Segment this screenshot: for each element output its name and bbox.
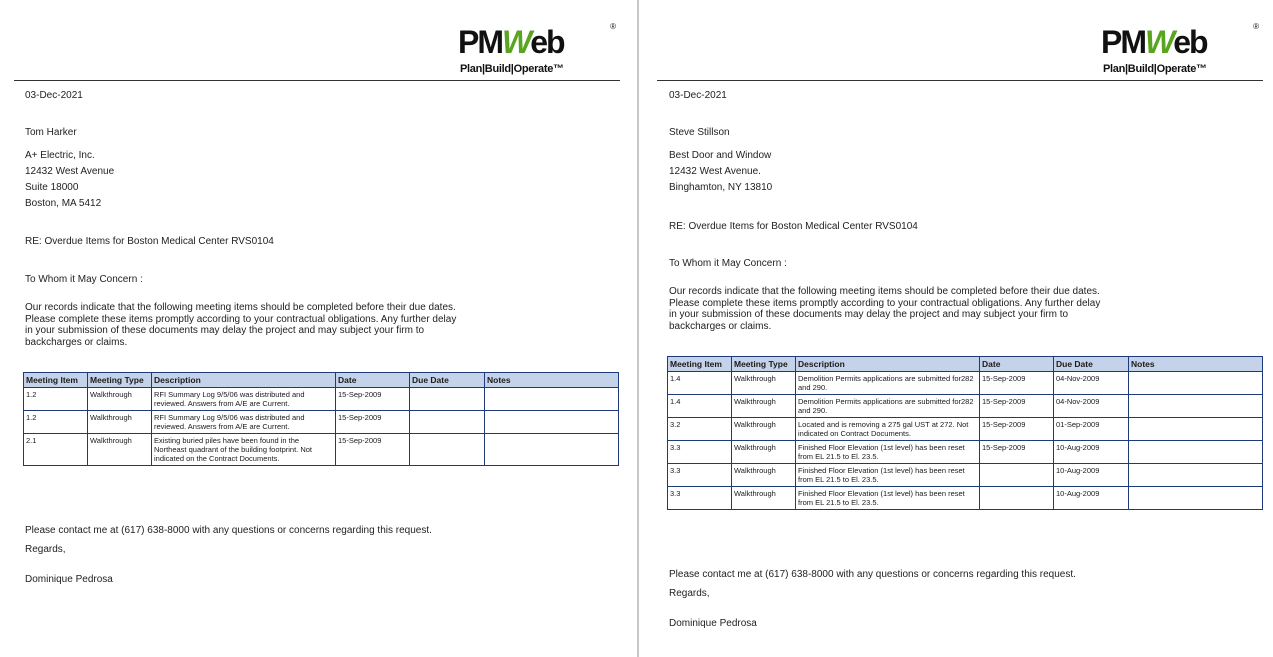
body-line: in your submission of these documents may delay the project and may subject your firm to xyxy=(25,325,425,336)
body-line: backcharges or claims. xyxy=(25,336,128,348)
cell-date: 15-Sep-2009 xyxy=(336,411,410,434)
cell-description: RFI Summary Log 9/5/06 was distributed and reviewed. Answers from A/E are Current. xyxy=(152,388,336,411)
cell-meeting-type: Walkthrough xyxy=(732,464,796,487)
cell-meeting-type: Walkthrough xyxy=(732,487,796,510)
col-header-meeting-type: Meeting Type xyxy=(732,357,796,372)
col-header-notes: Notes xyxy=(485,373,619,388)
address-line: Boston, MA 5412 xyxy=(25,198,102,209)
col-header-description: Description xyxy=(152,373,336,388)
recipient-name: Tom Harker xyxy=(25,127,77,138)
cell-meeting-item: 1.2 xyxy=(24,411,88,434)
cell-date: 15-Sep-2009 xyxy=(980,395,1054,418)
letter-left xyxy=(0,0,636,657)
cell-due-date: 10-Aug-2009 xyxy=(1054,464,1129,487)
table-row xyxy=(24,388,619,411)
registered-mark: ® xyxy=(610,22,616,31)
table-row xyxy=(24,434,619,466)
cell-due-date: 04-Nov-2009 xyxy=(1054,395,1129,418)
cell-notes xyxy=(485,411,619,434)
body-line: backcharges or claims. xyxy=(669,320,772,332)
cell-notes xyxy=(485,388,619,411)
col-header-date: Date xyxy=(336,373,410,388)
cell-meeting-item: 1.4 xyxy=(668,395,732,418)
re-line: RE: Overdue Items for Boston Medical Center RVS0104 xyxy=(669,221,918,232)
pmweb-logo xyxy=(1101,22,1261,80)
cell-meeting-type: Walkthrough xyxy=(732,418,796,441)
col-header-due-date: Due Date xyxy=(1054,357,1129,372)
cell-notes xyxy=(485,434,619,466)
body-paragraph xyxy=(669,286,1100,332)
cell-due-date: 01-Sep-2009 xyxy=(1054,418,1129,441)
cell-due-date xyxy=(410,388,485,411)
address-line: A+ Electric, Inc. xyxy=(25,150,95,161)
cell-due-date xyxy=(410,411,485,434)
cell-notes xyxy=(1129,418,1263,441)
body-line: in your submission of these documents may delay the project and may subject your firm to xyxy=(669,309,1069,320)
cell-meeting-item: 1.4 xyxy=(668,372,732,395)
table-row xyxy=(668,372,1263,395)
registered-mark: ® xyxy=(1253,22,1259,31)
table-header-row xyxy=(24,373,619,388)
cell-date: 15-Sep-2009 xyxy=(980,441,1054,464)
overdue-items-table xyxy=(23,372,619,466)
overdue-items-table xyxy=(667,356,1263,510)
re-line: RE: Overdue Items for Boston Medical Center RVS0104 xyxy=(25,236,274,247)
regards: Regards, xyxy=(669,588,710,599)
cell-meeting-item: 3.3 xyxy=(668,487,732,510)
letter-date: 03-Dec-2021 xyxy=(669,90,727,101)
cell-description: Existing buried piles have been found in the Northeast quadrant of the building footprint. Not indicated on the Contract Documents. xyxy=(152,434,336,466)
cell-date xyxy=(980,464,1054,487)
logo-tagline: Plan|Build|Operate™ xyxy=(1103,63,1207,75)
body-line: Our records indicate that the following meeting items should be completed before their due dates. xyxy=(669,286,1100,297)
col-header-meeting-item: Meeting Item xyxy=(668,357,732,372)
cell-date: 15-Sep-2009 xyxy=(980,418,1054,441)
cell-date: 15-Sep-2009 xyxy=(336,388,410,411)
cell-meeting-type: Walkthrough xyxy=(732,395,796,418)
col-header-meeting-type: Meeting Type xyxy=(88,373,152,388)
address-line: Best Door and Window xyxy=(669,150,772,161)
cell-due-date: 04-Nov-2009 xyxy=(1054,372,1129,395)
table-header-row xyxy=(668,357,1263,372)
table-row xyxy=(668,418,1263,441)
table-row xyxy=(24,411,619,434)
cell-description: Located and is removing a 275 gal UST at 272. Not indicated on Contract Documents. xyxy=(796,418,980,441)
recipient-name: Steve Stillson xyxy=(669,127,730,138)
page-divider xyxy=(637,0,639,657)
body-paragraph xyxy=(25,302,456,348)
body-line: Please complete these items promptly according to your contractual obligations. Any further delay xyxy=(669,297,1101,309)
cell-notes xyxy=(1129,441,1263,464)
salutation: To Whom it May Concern : xyxy=(25,274,143,285)
cell-meeting-type: Walkthrough xyxy=(88,388,152,411)
cell-due-date xyxy=(410,434,485,466)
table-row xyxy=(668,441,1263,464)
cell-meeting-item: 3.2 xyxy=(668,418,732,441)
contact-line: Please contact me at (617) 638-8000 with any questions or concerns regarding this request. xyxy=(669,569,1076,580)
cell-meeting-item: 1.2 xyxy=(24,388,88,411)
logo-wordmark: PMWeb xyxy=(458,24,564,60)
cell-notes xyxy=(1129,372,1263,395)
cell-date xyxy=(980,487,1054,510)
cell-meeting-type: Walkthrough xyxy=(732,441,796,464)
cell-description: Demolition Permits applications are submitted for282 and 290. xyxy=(796,395,980,418)
letter-right xyxy=(641,0,1273,657)
cell-meeting-type: Walkthrough xyxy=(88,434,152,466)
address-line: Binghamton, NY 13810 xyxy=(669,182,773,193)
cell-meeting-item: 2.1 xyxy=(24,434,88,466)
regards: Regards, xyxy=(25,544,66,555)
letter-date: 03-Dec-2021 xyxy=(25,90,83,101)
address-line: 12432 West Avenue. xyxy=(669,166,761,177)
cell-date: 15-Sep-2009 xyxy=(336,434,410,466)
cell-due-date: 10-Aug-2009 xyxy=(1054,441,1129,464)
body-line: Please complete these items promptly according to your contractual obligations. Any further delay xyxy=(25,313,457,325)
cell-notes xyxy=(1129,464,1263,487)
salutation: To Whom it May Concern : xyxy=(669,258,787,269)
cell-meeting-type: Walkthrough xyxy=(88,411,152,434)
contact-line: Please contact me at (617) 638-8000 with any questions or concerns regarding this request. xyxy=(25,525,432,536)
cell-description: Finished Floor Elevation (1st level) has been reset from EL 21.5 to El. 23.5. xyxy=(796,464,980,487)
cell-description: Demolition Permits applications are submitted for282 and 290. xyxy=(796,372,980,395)
body-line: Our records indicate that the following meeting items should be completed before their due dates. xyxy=(25,302,456,313)
cell-notes xyxy=(1129,487,1263,510)
cell-notes xyxy=(1129,395,1263,418)
cell-description: Finished Floor Elevation (1st level) has been reset from EL 21.5 to El. 23.5. xyxy=(796,441,980,464)
table-row xyxy=(668,487,1263,510)
address-line: 12432 West Avenue xyxy=(25,166,115,177)
cell-description: RFI Summary Log 9/5/06 was distributed and reviewed. Answers from A/E are Current. xyxy=(152,411,336,434)
header-rule xyxy=(657,80,1263,81)
pmweb-logo xyxy=(458,22,618,80)
cell-description: Finished Floor Elevation (1st level) has been reset from EL 21.5 to El. 23.5. xyxy=(796,487,980,510)
header-rule xyxy=(14,80,620,81)
address-line: Suite 18000 xyxy=(25,182,79,193)
col-header-description: Description xyxy=(796,357,980,372)
cell-meeting-item: 3.3 xyxy=(668,441,732,464)
cell-due-date: 10-Aug-2009 xyxy=(1054,487,1129,510)
signature: Dominique Pedrosa xyxy=(25,574,113,585)
table-row xyxy=(668,395,1263,418)
signature: Dominique Pedrosa xyxy=(669,618,757,629)
col-header-due-date: Due Date xyxy=(410,373,485,388)
table-row xyxy=(668,464,1263,487)
logo-tagline: Plan|Build|Operate™ xyxy=(460,63,564,75)
logo-wordmark: PMWeb xyxy=(1101,24,1207,60)
cell-meeting-item: 3.3 xyxy=(668,464,732,487)
col-header-date: Date xyxy=(980,357,1054,372)
col-header-notes: Notes xyxy=(1129,357,1263,372)
cell-meeting-type: Walkthrough xyxy=(732,372,796,395)
col-header-meeting-item: Meeting Item xyxy=(24,373,88,388)
cell-date: 15-Sep-2009 xyxy=(980,372,1054,395)
